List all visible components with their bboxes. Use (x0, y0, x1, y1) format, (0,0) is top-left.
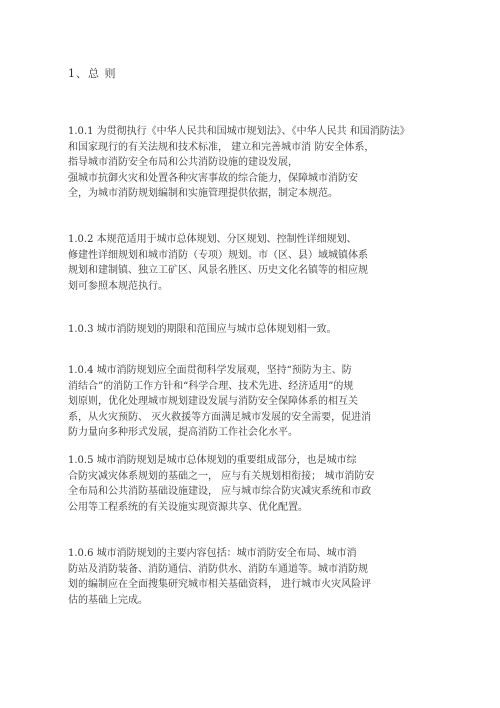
clause-line: 防力量向多种形式发展，提高消防工作社会化水平。 (68, 427, 298, 438)
section-heading: 1、总 则 (68, 67, 117, 80)
clause-line: 强城市抗御火灾和处置各种灾害事故的综合能力，保障城市消防安 (68, 172, 358, 184)
clause-line: 和国家现行的有关法规和技术标准， 建立和完善城市消 防安全体系， (68, 141, 375, 153)
clause-1-0-2 (68, 232, 448, 294)
clause-line: 划可参照本规范执行。 (68, 280, 168, 292)
clause-line: 划原则，优化处理城市规划建设发展与消防安全保障体系的相互关 (68, 396, 358, 407)
clause-line: 1.0.4 城市消防规划应全面贯彻科学发展观，坚持“预防为主、防 (68, 365, 352, 376)
clause-line: 公用等工程系统的有关设施实现资源共享、优化配置。 (68, 501, 308, 513)
clause-line: 1.0.1 为贯彻执行《中华人民共和国城市规划法》、《中华人民共 和国消防法》 (68, 126, 410, 137)
clause-line: 合防灾减灾体系规划的基础之一， 应与有关规划相衔接； 城市消防安 (68, 470, 375, 482)
clause-1-0-5 (68, 453, 448, 515)
clause-1-0-4 (68, 363, 448, 441)
clause-line: 系，从火灾预防、 灭火救援等方面满足城市发展的安全需要，促进消 (68, 411, 372, 423)
clause-1-0-3 (68, 322, 448, 338)
clause-line: 全布局和公共消防基础设施建设， 应与城市综合防灾减灾系统和市政 (68, 486, 372, 497)
clause-1-0-1 (68, 124, 448, 202)
clause-line: 消结合”的消防工作方针和“科学合理、技术先进、经济适用”的规 (68, 380, 354, 392)
clause-line: 指导城市消防安全布局和公共消防设施的建设发展， (68, 157, 298, 168)
clause-line: 修建性详细规划和城市消防（专项）规划。市（区、县）域城镇体系 (68, 249, 368, 261)
clause-line: 1.0.3 城市消防规划的期限和范围应与城市总体规划相一致。 (68, 324, 337, 335)
clause-line: 全，为城市消防规划编制和实施管理提供依据，制定本规范。 (68, 188, 338, 199)
clause-1-0-6 (68, 546, 448, 608)
clause-line: 估的基础上完成。 (68, 594, 148, 606)
clause-line: 划的编制应在全面搜集研究城市相关基础资料， 进行城市火灾风险评 (68, 579, 372, 590)
clause-line: 防站及消防装备、消防通信、消防供水、消防车通道等。城市消防规 (68, 563, 368, 575)
clause-line: 1.0.5 城市消防规划是城市总体规划的重要组成部分，也是城市综 (68, 455, 357, 466)
clause-line: 规划和建制镇、独立工矿区、风景名胜区、历史文化名镇等的相应规 (68, 265, 368, 276)
clause-line: 1.0.2 本规范适用于城市总体规划、分区规划、控制性详细规划、 (68, 234, 357, 245)
clause-line: 1.0.6 城市消防规划的主要内容包括：城市消防安全布局、城市消 (68, 548, 357, 559)
